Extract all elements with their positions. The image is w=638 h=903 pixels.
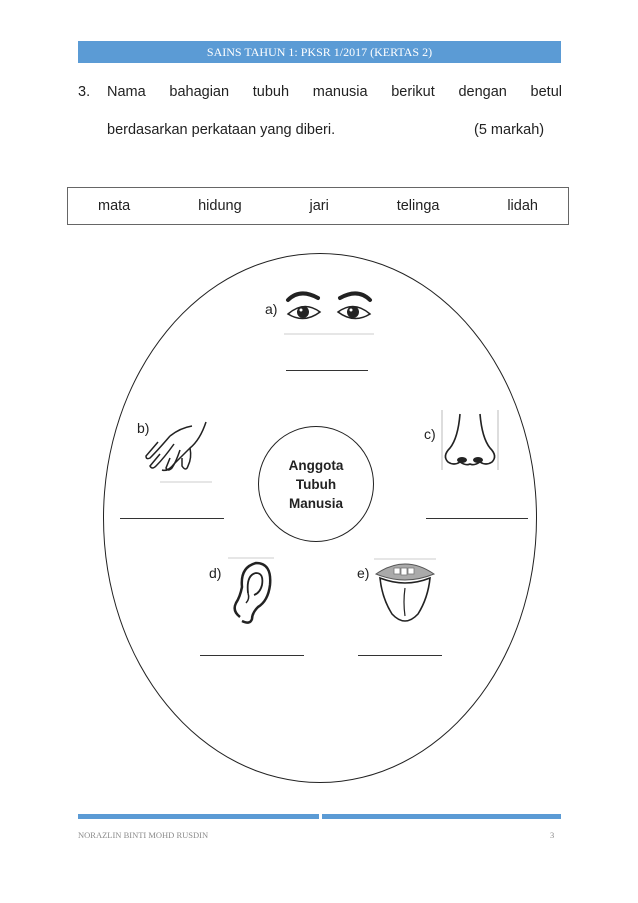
question-marks: (5 markah): [474, 122, 545, 138]
question-text-line2: berdasarkan perkataan yang diberi.: [107, 122, 336, 138]
center-circle: [258, 426, 374, 542]
word-bank: [67, 187, 569, 225]
tongue-icon: [372, 558, 438, 628]
word-bank-item: lidah: [507, 198, 538, 214]
eyes-icon: [282, 280, 376, 336]
hand-icon: [140, 414, 214, 484]
ear-icon: [226, 557, 276, 627]
word-bank-item: telinga: [396, 198, 440, 214]
label-c: c): [424, 426, 436, 442]
label-e: e): [357, 565, 370, 581]
question-number: 3.: [78, 84, 91, 100]
footer-bar: [78, 814, 319, 819]
center-text-line: Tubuh: [295, 476, 337, 492]
nose-icon: [436, 408, 504, 476]
label-b: b): [137, 420, 150, 436]
footer-author: NORAZLIN BINTI MOHD RUSDIN: [78, 830, 209, 840]
answer-line-a[interactable]: [286, 370, 368, 371]
header-title: SAINS TAHUN 1: PKSR 1/2017 (KERTAS 2): [206, 45, 433, 59]
label-d: d): [209, 565, 222, 581]
footer-bar: [322, 814, 561, 819]
answer-line-b[interactable]: [120, 518, 224, 519]
word-bank-item: hidung: [198, 198, 242, 214]
word-bank-item: jari: [309, 198, 329, 214]
label-a: a): [265, 301, 278, 317]
center-text-line: Manusia: [288, 495, 343, 511]
answer-line-e[interactable]: [358, 655, 442, 656]
page-number: 3: [550, 830, 555, 840]
word-bank-item: mata: [98, 198, 131, 214]
header-bar: [78, 41, 561, 63]
answer-line-c[interactable]: [426, 518, 528, 519]
question-text-line1: Nama bahagian tubuh manusia berikut dengan betul: [107, 84, 562, 100]
answer-line-d[interactable]: [200, 655, 304, 656]
center-text-line: Anggota: [288, 457, 344, 473]
